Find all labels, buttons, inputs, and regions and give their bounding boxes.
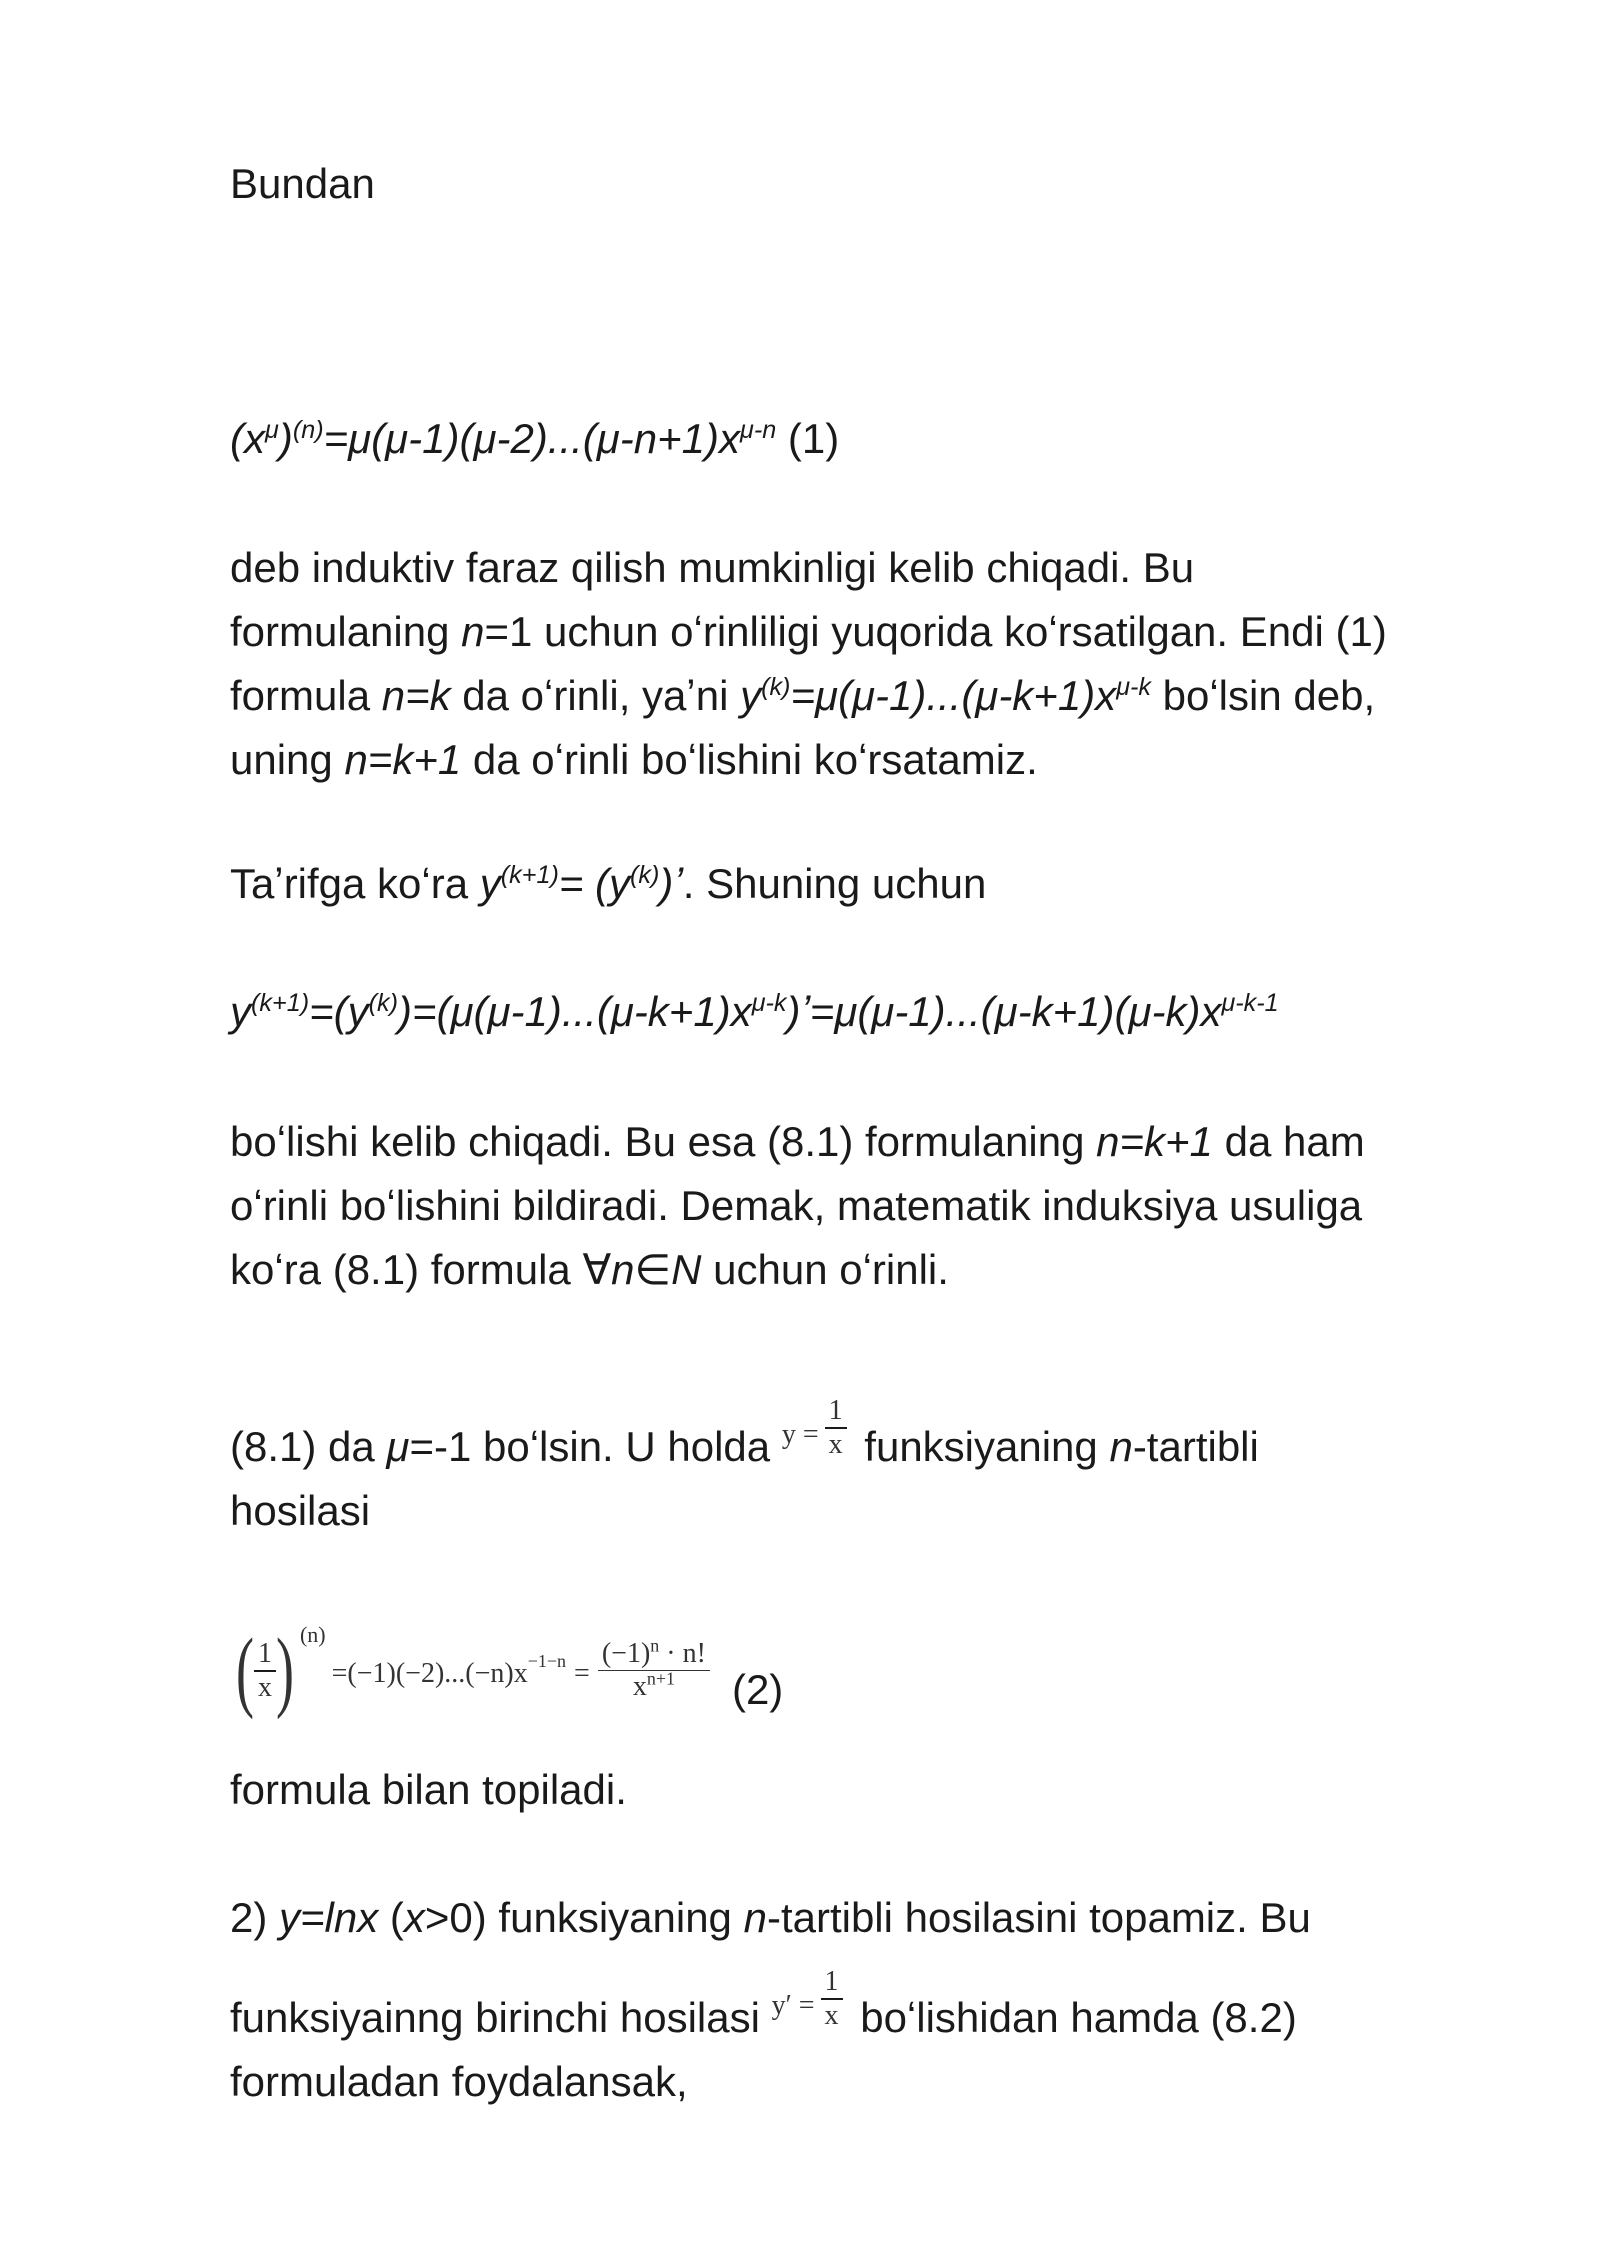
fraction-one-over-x: $\frac{1}{x}$: [825, 1395, 847, 1461]
paragraph-conclusion: boʻlishi kelib chiqadi. Bu esa (8.1) formulaning n=k+1 da ham oʻrinli boʻlishini bildiradi. Demak, matematik induksiya usuliga koʻra (8.1) formula ∀n∈N uchun oʻrinli.: [230, 1118, 1365, 1293]
paragraph-mu-minus-one: (8.1) da μ=-1 boʻlsin. U holda $^{y =}$ $\frac{1}{x}$ funksiyaning n-tartibli hosilasi: [230, 1395, 1259, 1535]
paragraph-bundan: Bundan: [230, 160, 375, 207]
paragraph-definition: Taʼrifga koʻra $y^{(k+1)}=$ $(y^{(k)})ʼ$. Shuning uchun: [230, 860, 987, 907]
formula-1: $(x^\mu)^{(n)}=\mu(\mu-1)(\mu-2)...(\mu-n+1)x^{\mu-n}$ (1): [230, 415, 840, 462]
formula-2: ( $\frac{1}{x}$ ) $^{(n)}=(-1)(-2)...(-n)x^{-1-n}$ = $\frac{(-1)^n \cdot n!}{x^{n+1}}$ (2): [235, 1620, 784, 1720]
fraction-result: $\frac{(-1)^n \cdot n!}{x^{n+1}}$: [598, 1638, 710, 1703]
formula-derivation: $y^{(k+1)}=(y^{(k)})=(\mu(\mu-1)...(\mu-k+1)x^{\mu-k})ʼ=\mu(\mu-1)...(\mu-k+1)(\mu-k)x^{\mu-k-1}$: [230, 988, 1279, 1035]
paragraph-logarithm: 2) y=lnx (x>0) funksiyaning n-tartibli hosilasini topamiz. Bu funksiyainng birinchi hosilasi $^{y' =}$ $\frac{1}{x}$ boʻlishidan hamda (8.2) formuladan foydalansak,: [230, 1894, 1311, 2106]
fraction-one-over-x-base: $\frac{1}{x}$: [254, 1638, 276, 1704]
fraction-derivative: $\frac{1}{x}$: [821, 1966, 843, 2032]
paragraph-induction: deb induktiv faraz qilish mumkinligi kelib chiqadi. Bu formulaning n=1 uchun oʻrinliligi yuqorida koʻrsatilgan. Endi (1) formula n=k da oʻrinli, yaʼni $y^{(k)}=\mu(\mu-1)...(\mu-k+1)x^{\mu-k}$ boʻlsin deb, uning n=k+1 da oʻrinli boʻlishini koʻrsatamiz.: [230, 544, 1387, 783]
paragraph-found: formula bilan topiladi.: [230, 1766, 627, 1813]
